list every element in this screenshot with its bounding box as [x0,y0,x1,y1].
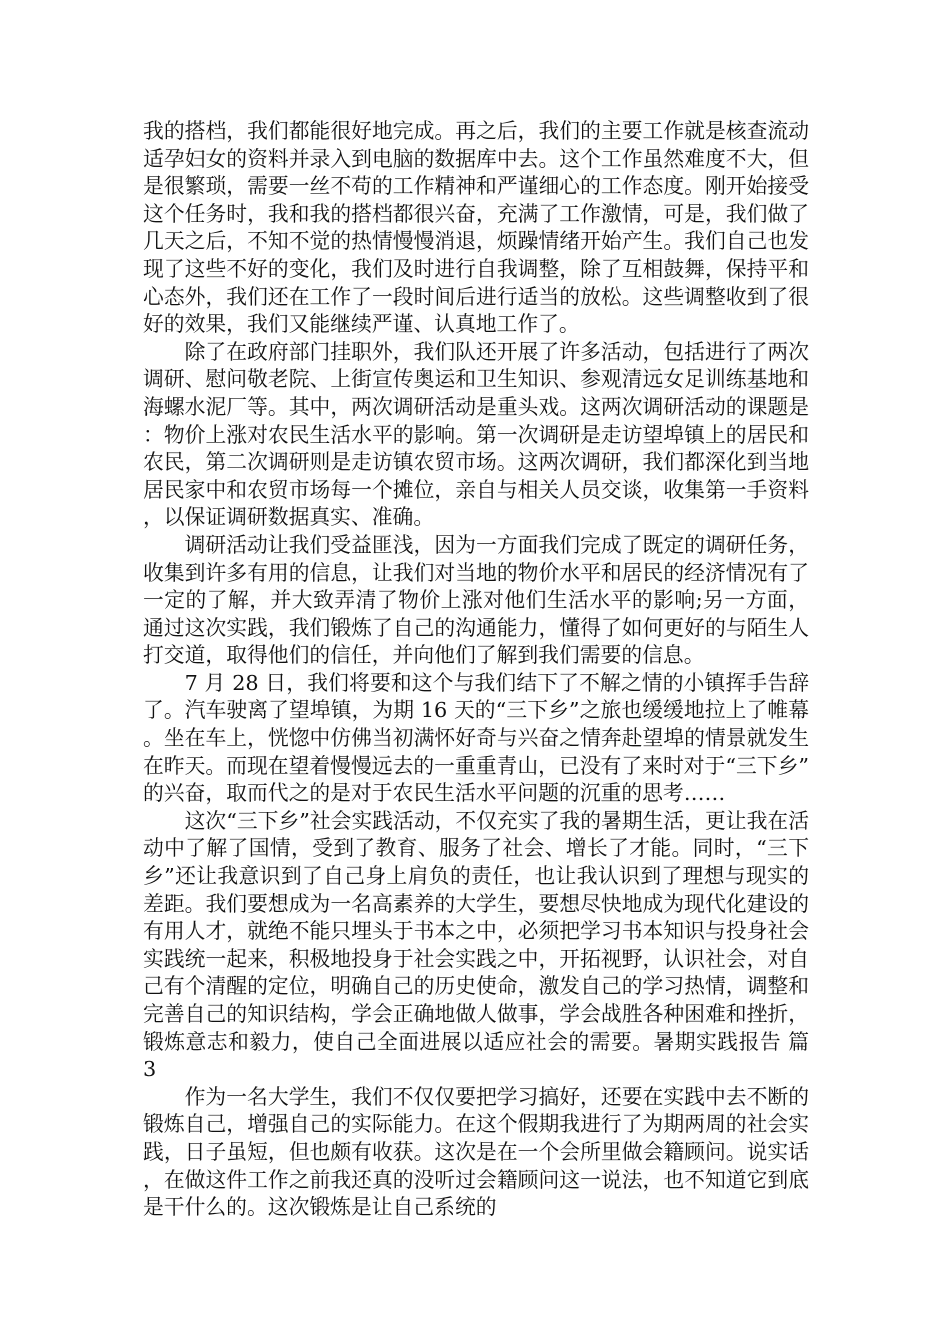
paragraph-report-3: 作为一名大学生，我们不仅仅要把学习搞好，还要在实践中去不断的锻炼自己，增强自己的实际能力。在这个假期我进行了为期两周的社会实践，日子虽短，但也颇有收获。这次是在一个会所里做会籍顾问。说实话，在做这件工作之前我还真的没听过会籍顾问这一说法，也不知道它到底是干什么的。这次锻炼是让自己系统的 [143,1084,809,1220]
paragraph-reflection: 这次“三下乡”社会实践活动，不仅充实了我的暑期生活，更让我在活动中了解了国情，受到了教育、服务了社会、增长了才能。同时，“三下乡”还让我意识到了自己身上肩负的责任，也让我认识到了理想与现实的差距。我们要想成为一名高素养的大学生，要想尽快地成为现代化建设的有用人才，就绝不能只埋头于书本之中，必须把学习书本知识与投身社会实践统一起来，积极地投身于社会实践之中，开拓视野，认识社会，对自己有个清醒的定位，明确自己的历史使命，激发自己的学习热情，调整和完善自己的知识结构，学会正确地做人做事，学会战胜各种困难和挫折，锻炼意志和毅力，使自己全面进展以适应社会的需要。暑期实践报告 篇 3 [143,808,809,1082]
document-page [143,118,809,1222]
paragraph-research-benefits: 调研活动让我们受益匪浅，因为一方面我们完成了既定的调研任务，收集到许多有用的信息，让我们对当地的物价水平和居民的经济情况有了一定的了解，并大致弄清了物价上涨对他们生活水平的影响;另一方面，通过这次实践，我们锻炼了自己的沟通能力，懂得了如何更好的与陌生人打交道，取得他们的信任，并向他们了解到我们需要的信息。 [143,532,809,668]
paragraph-activities: 除了在政府部门挂职外，我们队还开展了许多活动，包括进行了两次调研、慰问敬老院、上街宣传奥运和卫生知识、参观清远女足训练基地和海螺水泥厂等。其中，两次调研活动是重头戏。这两次调研活动的课题是：物价上涨对农民生活水平的影响。第一次调研是走访望埠镇上的居民和农民，第二次调研则是走访镇农贸市场。这两次调研，我们都深化到当地居民家中和农贸市场每一个摊位，亲自与相关人员交谈，收集第一手资料，以保证调研数据真实、准确。 [143,339,809,530]
paragraph-continuation: 我的搭档，我们都能很好地完成。再之后，我们的主要工作就是核查流动适孕妇女的资料并录入到电脑的数据库中去。这个工作虽然难度不大，但是很繁琐，需要一丝不苟的工作精神和严谨细心的工作态度。刚开始接受这个任务时，我和我的搭档都很兴奋，充满了工作激情，可是，我们做了几天之后，不知不觉的热情慢慢消退，烦躁情绪开始产生。我们自己也发现了这些不好的变化，我们及时进行自我调整，除了互相鼓舞，保持平和心态外，我们还在工作了一段时间后进行适当的放松。这些调整收到了很好的效果，我们又能继续严谨、认真地工作了。 [143,119,809,337]
paragraph-farewell: 7 月 28 日，我们将要和这个与我们结下了不解之情的小镇挥手告辞了。汽车驶离了望埠镇，为期 16 天的“三下乡”之旅也缓缓地拉上了帷幕。坐在车上，恍惚中仿佛当初满怀好奇与兴奋之情奔赴望埠的情景就发生在昨天。而现在望着慢慢远去的一重重青山，已没有了来时对于“三下乡”的兴奋，取而代之的是对于农民生活水平问题的沉重的思考…… [143,670,809,806]
